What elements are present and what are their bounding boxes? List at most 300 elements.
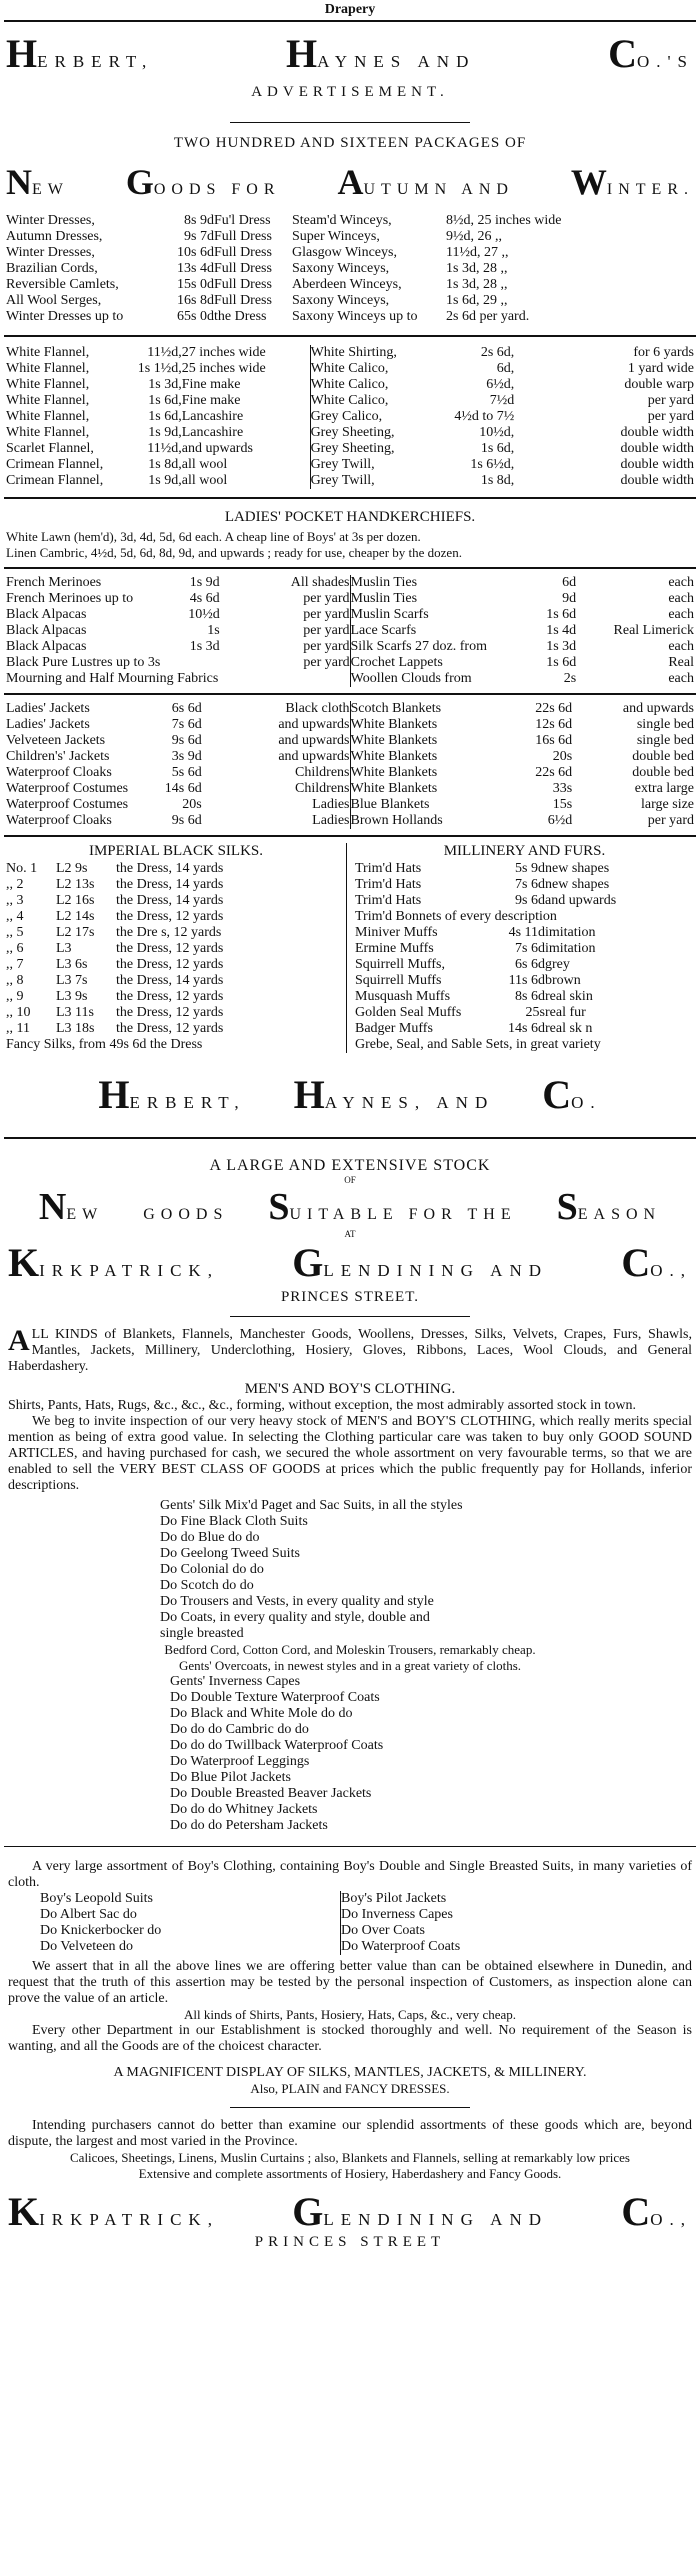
table-cell: 8s 9d (184, 213, 214, 228)
table-cell: ,, 6 (6, 941, 24, 956)
part: GOODS (143, 1206, 229, 1223)
table-cell (156, 671, 220, 687)
table-cell: 14s 6d (508, 1021, 545, 1036)
table-row (355, 861, 694, 877)
short-rule (230, 122, 470, 123)
table-cell: Golden Seal Muffs (355, 1005, 462, 1020)
table-cell: Do Waterproof Coats (340, 1939, 641, 1955)
table-cell: Mourning and Half Mourning Fabrics (6, 671, 219, 686)
table-cell: Blue Blankets (350, 797, 495, 813)
heading-part: INTER. (606, 181, 694, 198)
firm2-part: IRKPATRICK, (39, 1261, 219, 1280)
table-cell: 11½d, (147, 345, 182, 360)
table-cell: Muslin Ties (350, 575, 503, 591)
table-cell: 16s 8d (177, 293, 214, 308)
table-cell: Scotch Blankets (350, 701, 495, 717)
rule (4, 693, 696, 695)
list-item: Do do do Twillback Waterproof Coats (170, 1738, 384, 1753)
sign-part: O. (571, 1093, 602, 1112)
table-cell: Waterproof Costumes (6, 781, 129, 796)
firm2-part: O., (650, 1261, 692, 1280)
dresses-table (0, 213, 700, 325)
table-row (6, 293, 694, 309)
table-cell: the Dre s, 12 yards (116, 925, 222, 940)
sign-part: AYNES, AND (324, 1093, 495, 1112)
table-cell: Saxony Winceys, (292, 293, 390, 308)
sign-initial: G (292, 2189, 324, 2234)
table-cell: Lace Scarfs (350, 623, 503, 639)
table-cell: Trim'd Bonnets of every description (355, 909, 557, 924)
table-cell: 1s 6d, (480, 441, 515, 456)
table-cell: 20s (552, 749, 573, 764)
table-cell: the Dress, 12 yards (116, 989, 224, 1004)
table-cell: Black cloth (285, 701, 350, 716)
table-row (6, 781, 694, 797)
table-cell: 1 yard wide (627, 361, 694, 376)
table-cell: each (668, 671, 694, 686)
table-cell: per yard (647, 393, 694, 408)
table-cell: 6d (562, 575, 577, 590)
table-cell: 1s 4d (546, 623, 577, 638)
table-cell: each (668, 575, 694, 590)
table-row (355, 877, 694, 893)
table-cell: and upwards (181, 441, 253, 456)
table-cell: single bed (636, 717, 695, 732)
initial-n: N (6, 162, 32, 202)
table-row (6, 957, 346, 973)
section-header: Drapery (324, 2, 376, 17)
table-cell: 6s 6d (171, 701, 202, 716)
table-cell: White Calico, (310, 377, 439, 393)
firm1-initial-h: H (6, 31, 38, 76)
table-cell: double warp (624, 377, 694, 392)
table-cell: Do Albert Sac do (40, 1907, 137, 1922)
table-row (6, 749, 694, 765)
table-cell: new shapes (545, 877, 610, 892)
table-cell: ,, 5 (6, 925, 24, 940)
table-cell: White Flannel, (6, 409, 90, 424)
table-cell: Crimean Flannel, (6, 473, 104, 488)
table-cell: French Merinoes up to (6, 591, 134, 606)
table-cell: 11s 6d (508, 973, 545, 988)
table-cell: L3 18s (56, 1021, 95, 1036)
table-cell: White Flannel, (6, 377, 90, 392)
table-cell: L3 (56, 941, 72, 956)
list-item: Do Double Texture Waterproof Coats (170, 1690, 380, 1705)
table-cell: Childrens (295, 765, 350, 780)
table-cell: per yard (647, 813, 695, 828)
advertisement-label: ADVERTISEMENT. (251, 84, 449, 100)
table-cell: imitation (545, 941, 596, 956)
all-kinds-text: LL KINDS of Blankets, Flannels, Manchester Goods, Woollens, Dresses, Silks, Velvets, Crapes, Furs, Shawls, Mantles, Jackets, Millinery, Underclothing, Hosiery, Gloves, Ribbons, Laces, Wool Clouds, and General Haberdashery. (8, 1327, 692, 1374)
table-cell: 27 inches wide (181, 345, 266, 360)
table-cell: 7½d (489, 393, 515, 408)
table-cell: 1s 3d, (148, 377, 182, 392)
table-cell: 1s 3d, 28 ,, (446, 277, 508, 292)
list-item: Do Trousers and Vests, in every quality and style (160, 1594, 434, 1609)
table-cell: Winter Dresses up to (6, 309, 124, 324)
table-cell: each (668, 607, 694, 622)
millinery-list (355, 861, 694, 1037)
table-cell: Do Over Coats (340, 1923, 641, 1939)
new-goods-season (0, 1185, 700, 1229)
table-row (6, 575, 694, 591)
table-cell: all wool (181, 457, 228, 472)
table-row (6, 671, 694, 687)
table-cell: each (668, 591, 694, 606)
sign-initial: C (542, 1072, 572, 1117)
table-cell: Saxony Winceys up to (292, 309, 418, 324)
table-cell: new shapes (545, 861, 610, 876)
millinery-title: MILLINERY AND FURS. (443, 843, 606, 859)
firm1-initial-c: C (608, 31, 637, 76)
table-cell: the Dress, 12 yards (116, 909, 224, 924)
list-item: Do Waterproof Leggings (170, 1754, 310, 1769)
table-cell: White Flannel, (6, 425, 90, 440)
table-cell: 7s 6d (515, 877, 545, 892)
table-cell: 7s 6d (171, 717, 202, 732)
table-cell: All Wool Serges, (6, 293, 102, 308)
table-cell: Super Winceys, (292, 229, 380, 244)
table-row (6, 925, 346, 941)
shirts-line: All kinds of Shirts, Pants, Hosiery, Hats, Caps, &c., very cheap. (183, 2007, 517, 2022)
silks-title: IMPERIAL BLACK SILKS. (88, 843, 264, 859)
table-cell (220, 671, 350, 687)
table-cell: 9s 6d (171, 813, 202, 828)
table-row (6, 733, 694, 749)
heading-part: OODS FOR (153, 181, 281, 198)
table-cell: 2s 6d per yard. (446, 309, 530, 324)
table-cell: ,, 11 (6, 1021, 30, 1036)
firm2-initial: K (8, 1240, 40, 1285)
table-cell: 9d (562, 591, 577, 606)
table-cell: 12s 6d (535, 717, 573, 732)
table-cell: 1s 6d (546, 607, 577, 622)
initial: N (38, 1186, 67, 1228)
table-row (6, 309, 694, 325)
table-cell: brown (545, 973, 581, 988)
table-cell: 11½d, (147, 441, 182, 456)
table-cell: Woollen Clouds from (350, 671, 503, 687)
table-cell: Real Limerick (613, 623, 694, 638)
table-row (6, 655, 694, 671)
table-cell: Squirrell Muffs, (355, 957, 445, 972)
short-rule (230, 1316, 470, 1317)
table-cell: Full Dress (214, 277, 272, 292)
table-cell: double bed (632, 765, 695, 780)
rule (4, 335, 696, 337)
table-cell: 16s 6d (535, 733, 573, 748)
table-cell: ,, 7 (6, 957, 24, 972)
table-row (355, 941, 694, 957)
rule (4, 567, 696, 569)
table-row (6, 261, 694, 277)
table-cell: Ermine Muffs (355, 941, 434, 956)
table-cell: 13s 4d (177, 261, 214, 276)
table-cell: White Blankets (350, 749, 495, 765)
stock-line: A LARGE AND EXTENSIVE STOCK (209, 1157, 491, 1174)
firm1-initial-h2: H (285, 31, 318, 76)
table-cell: 6d, (496, 361, 515, 376)
table-row (6, 277, 694, 293)
table-cell: Winter Dresses, (6, 213, 95, 228)
table-cell: real sk n (545, 1021, 593, 1036)
table-cell: Full Dress (214, 261, 272, 276)
grebe-line: Grebe, Seal, and Sable Sets, in great variety (355, 1037, 601, 1052)
calicoes-line: Calicoes, Sheetings, Linens, Muslin Curtains ; also, Blankets and Flannels, selling at remarkably low prices (70, 2150, 630, 2165)
table-cell (475, 909, 545, 925)
table-cell: 15s 0d (177, 277, 214, 292)
overcoats-line: Gents' Overcoats, in newest styles and in a great variety of cloths. (178, 1658, 522, 1673)
table-cell: large size (641, 797, 695, 812)
capes-list (0, 1674, 700, 1834)
extensive-line: Extensive and complete assortments of Hosiery, Haberdashery and Fancy Goods. (138, 2166, 562, 2181)
table-cell: per yard (303, 591, 350, 606)
table-cell: the Dress, 14 yards (116, 861, 224, 876)
clothing-p1: Shirts, Pants, Hats, Rugs, &c., &c., &c., forming, without exception, the most admirably assorted stock in town. (8, 1398, 636, 1413)
table-cell: White Shirting, (310, 345, 439, 361)
table-cell: per yard (303, 607, 350, 622)
silks-column (6, 843, 346, 1053)
table-cell: Grey Calico, (310, 409, 439, 425)
firm2-initial: G (292, 1240, 324, 1285)
list-item: Do Double Breasted Beaver Jackets (170, 1786, 372, 1801)
rule (4, 1137, 696, 1139)
table-row (6, 717, 694, 733)
short-rule (230, 2107, 470, 2108)
table-row (6, 893, 346, 909)
firm1-part: ERBERT, (37, 52, 154, 71)
firm2-initial: C (621, 1240, 651, 1285)
table-cell: Black Alpacas (6, 623, 87, 638)
table-cell: Aberdeen Winceys, (292, 277, 402, 292)
list-item: Do do Blue do do (160, 1530, 260, 1545)
table-cell: 10s 6d (177, 245, 214, 260)
table-cell: imitation (545, 925, 596, 940)
handkerchiefs-title: LADIES' POCKET HANDKERCHIEFS. (224, 509, 476, 525)
stock-of: OF (344, 1175, 356, 1185)
table-row (40, 1923, 660, 1939)
table-cell: Grey Sheeting, (310, 425, 439, 441)
table-cell: Boy's Leopold Suits (40, 1891, 153, 1906)
firm1-part: AYNES AND (317, 52, 476, 71)
table-cell: White Flannel, (6, 361, 90, 376)
table-row (6, 361, 694, 377)
table-cell: Trim'd Hats (355, 861, 422, 876)
table-cell: Fu'l Dress (214, 213, 271, 228)
table-cell: White Calico, (310, 393, 439, 409)
table-cell: Boy's Pilot Jackets (340, 1891, 641, 1907)
table-cell: the Dress (214, 309, 267, 324)
assert-paragraph: We assert that in all the above lines we are offering better value than can be obtained elsewhere in Dunedin, and request that the truth of this assertion may be tested by the personal inspection of Customers, as inspection alone can prove the value of an article. (8, 1959, 692, 2006)
table-cell: ,, 10 (6, 1005, 31, 1020)
suits-list (0, 1498, 700, 1642)
table-cell: 6½d, (486, 377, 515, 392)
sign-part: IRKPATRICK, (39, 2210, 219, 2229)
table-cell: 1s 3d, 28 ,, (446, 261, 508, 276)
table-cell: Trim'd Hats (355, 877, 422, 892)
table-row (6, 701, 694, 717)
table-cell: 9s 7d (184, 229, 214, 244)
initial-g: G (125, 162, 154, 202)
table-cell: L2 9s (56, 861, 88, 876)
table-cell: Do Knickerbocker do (40, 1923, 162, 1938)
table-cell: 11½d, 27 ,, (446, 245, 509, 260)
list-item: Do Geelong Tweed Suits (160, 1546, 300, 1561)
initial-w: W (570, 162, 607, 202)
table-row (6, 213, 694, 229)
table-row (6, 623, 694, 639)
table-cell: 2s (563, 671, 577, 686)
table-row (6, 1021, 346, 1037)
table-row (355, 925, 694, 941)
firm1-signature (0, 1071, 700, 1121)
table-cell: 9s 6d (515, 893, 545, 908)
clothing-title: MEN'S AND BOY'S CLOTHING. (244, 1381, 456, 1397)
table-cell: 15s (552, 797, 573, 812)
table-cell: 1s 9d, (148, 473, 182, 488)
table-cell: ,, 8 (6, 973, 24, 988)
table-row (355, 1021, 694, 1037)
table-row (6, 473, 694, 489)
table-cell: extra large (634, 781, 695, 796)
merinos-table (0, 575, 700, 687)
table-cell: the Dress, 12 yards (116, 1005, 224, 1020)
table-cell: L2 13s (56, 877, 95, 892)
sign-initial: H (293, 1072, 325, 1117)
bedford-line: Bedford Cord, Cotton Cord, and Moleskin Trousers, remarkably cheap. (164, 1642, 536, 1657)
table-row (6, 861, 346, 877)
table-cell: for 6 yards (633, 345, 694, 360)
table-cell: ,, 3 (6, 893, 24, 908)
table-cell: and upwards (278, 717, 350, 732)
table-cell: 1s 8d, (148, 457, 182, 472)
table-cell: all wool (181, 473, 228, 488)
table-row (6, 813, 694, 829)
table-cell: Grey Sheeting, (310, 441, 439, 457)
table-cell: Muslin Ties (350, 591, 503, 607)
table-cell: 7s 6d (515, 941, 545, 956)
table-cell: Velveteen Jackets (6, 733, 106, 748)
rule (4, 835, 696, 837)
firm2-signature (0, 2188, 700, 2234)
table-row (6, 877, 346, 893)
table-cell: the Dress, 12 yards (116, 1021, 224, 1036)
table-cell: grey (545, 957, 570, 972)
table-cell: real fur (545, 1005, 586, 1020)
table-cell: Full Dress (214, 245, 272, 260)
header-rule (4, 20, 696, 22)
sign-initial: C (621, 2189, 651, 2234)
table-cell: Waterproof Cloaks (6, 765, 112, 780)
table-cell: 25s (525, 1005, 545, 1020)
table-cell: 1s 6d (546, 655, 577, 670)
table-row (6, 441, 694, 457)
table-cell: Fine make (181, 393, 241, 408)
table-cell: Fine make (181, 377, 241, 392)
table-cell: 1s 1½d, (137, 361, 182, 376)
table-cell: Ladies' Jackets (6, 717, 90, 732)
sign-initial: H (98, 1072, 130, 1117)
table-cell: ,, 2 (6, 877, 24, 892)
table-cell: 8½d, 25 inches wide (446, 213, 562, 228)
table-cell: Winter Dresses, (6, 245, 95, 260)
table-cell: and upwards (278, 733, 350, 748)
sign-part: LENDINING AND (323, 2210, 549, 2229)
table-cell: 25 inches wide (181, 361, 266, 376)
table-cell: ,, 4 (6, 909, 24, 924)
jackets-table (0, 701, 700, 829)
table-cell: White Blankets (350, 765, 495, 781)
table-cell: 9½d, 26 ,, (446, 229, 502, 244)
table-cell: White Flannel, (6, 345, 90, 360)
table-cell: each (668, 639, 694, 654)
table-cell: Full Dress (214, 229, 272, 244)
table-cell: Steam'd Winceys, (292, 213, 392, 228)
initial: S (556, 1186, 578, 1228)
magnificent-line: A MAGNIFICENT DISPLAY OF SILKS, MANTLES, JACKETS, & MILLINERY. (113, 2065, 587, 2080)
table-row (40, 1907, 660, 1923)
table-cell (156, 655, 220, 671)
firm2-street: PRINCES STREET. (280, 1289, 420, 1305)
table-cell: 6½d (547, 813, 573, 828)
table-cell: real skin (545, 989, 593, 1004)
boys-table (0, 1891, 700, 1955)
table-cell: 4s 6d (189, 591, 220, 606)
list-item: Do Coats, in every quality and style, double and (160, 1610, 430, 1625)
table-cell: 1s 8d, (480, 473, 515, 488)
table-row (6, 607, 694, 623)
table-cell: the Dress, 12 yards (116, 957, 224, 972)
table-row (6, 639, 694, 655)
table-cell: 22s 6d (535, 701, 573, 716)
table-cell: L3 6s (56, 957, 88, 972)
table-cell: ,, 9 (6, 989, 24, 1004)
table-cell: Lancashire (181, 425, 244, 440)
list-item: Do Colonial do do (160, 1562, 264, 1577)
list-item: Do do do Petersham Jackets (170, 1818, 328, 1833)
table-cell: White Blankets (350, 733, 495, 749)
table-cell: 5s 6d (171, 765, 202, 780)
table-cell: per yard (303, 623, 350, 638)
table-cell: Black Alpacas (6, 639, 87, 654)
all-kinds-paragraph (0, 1324, 700, 1375)
table-cell: Crimean Flannel, (6, 457, 104, 472)
table-cell: L3 11s (56, 1005, 94, 1020)
boys-intro: A very large assortment of Boy's Clothing, containing Boy's Double and Single Breasted Suits, in many varieties of cloth. (8, 1859, 692, 1890)
table-cell: 6s 6d (515, 957, 545, 972)
stock-at: AT (344, 1229, 356, 1239)
table-row (355, 909, 694, 925)
list-item: Do Scotch do do (160, 1578, 254, 1593)
every-other-paragraph: Every other Department in our Establishment is stocked thoroughly and well. No requirement of the Season is wanting, and all the Goods are of the choicest character. (8, 2023, 692, 2054)
table-cell: Musquash Muffs (355, 989, 451, 1004)
table-cell: Brazilian Cords, (6, 261, 98, 276)
table-row (6, 245, 694, 261)
table-cell: Silk Scarfs 27 doz. from (350, 639, 503, 655)
table-cell: L3 7s (56, 973, 88, 988)
table-cell: Badger Muffs (355, 1021, 433, 1036)
table-row (355, 973, 694, 989)
table-row (6, 765, 694, 781)
rule (4, 497, 696, 499)
table-cell: No. 1 (6, 861, 38, 876)
sign-initial: K (8, 2189, 40, 2234)
list-item: Gents' Silk Mix'd Paget and Sac Suits, in all the styles (160, 1498, 463, 1513)
table-cell: double width (620, 441, 694, 456)
table-cell: 1s 3d (189, 639, 220, 654)
table-cell: French Merinoes (6, 575, 102, 590)
